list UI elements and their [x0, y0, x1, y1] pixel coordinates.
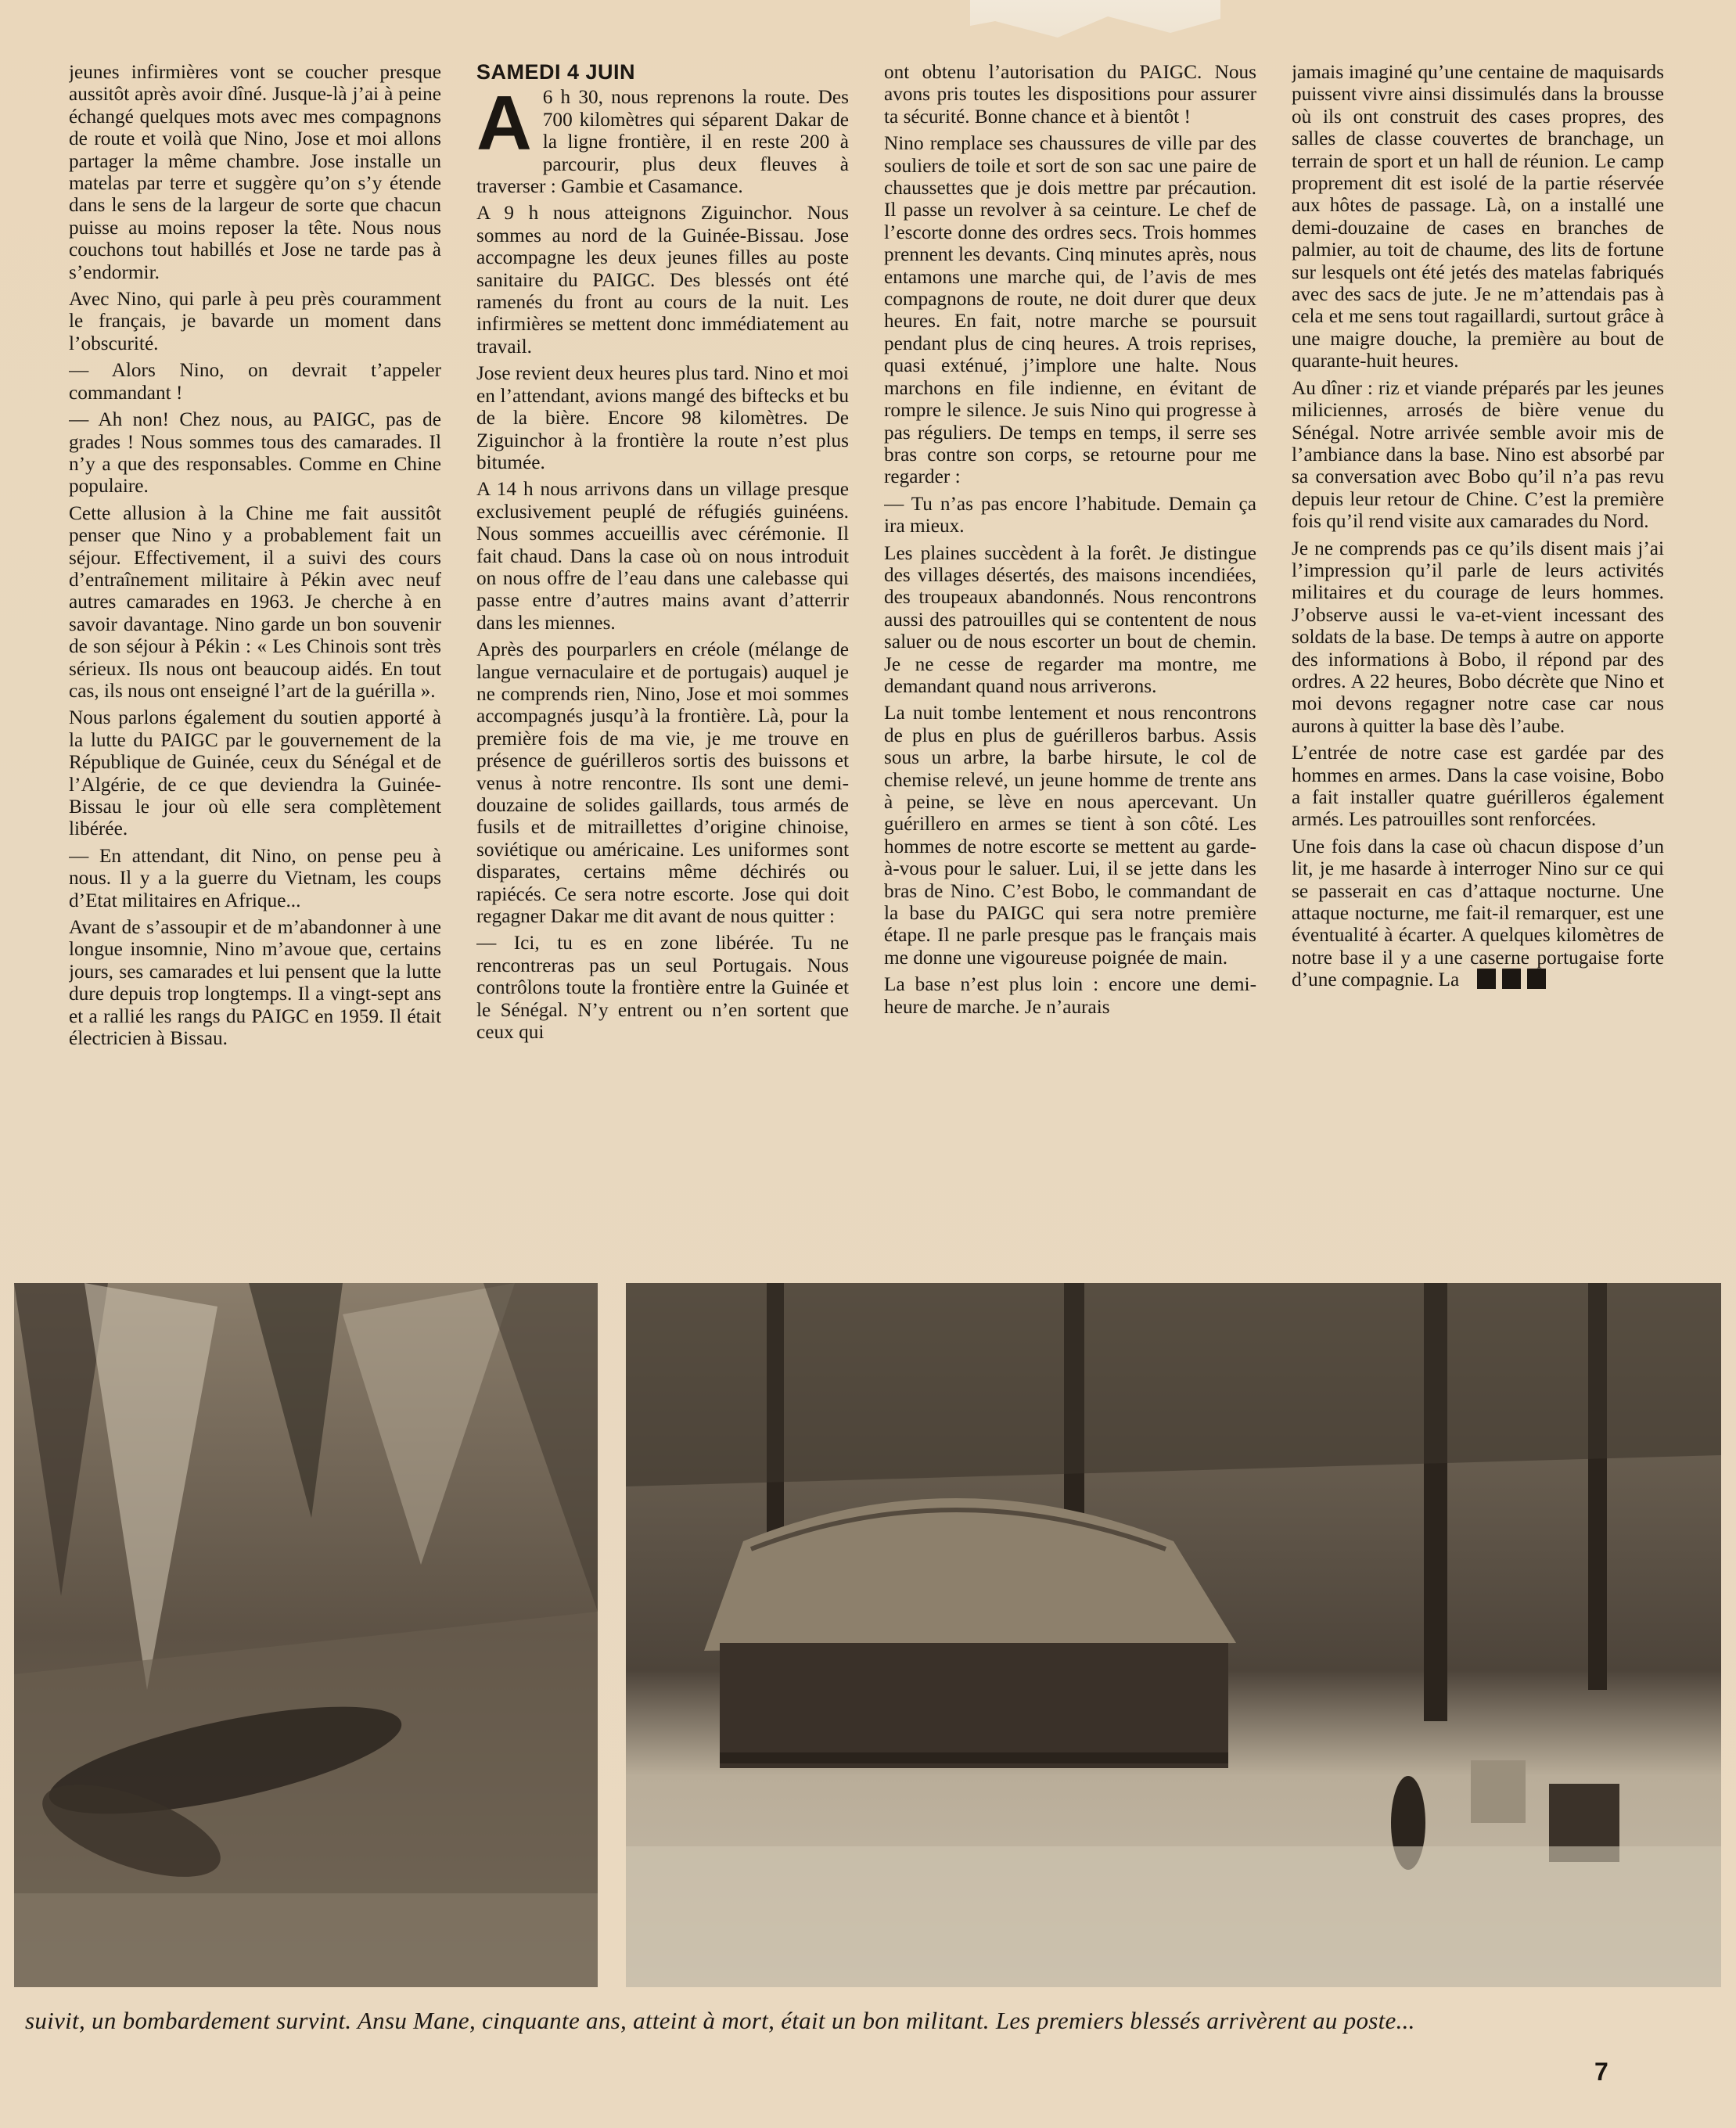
- paragraph: [476, 80, 849, 198]
- paragraph: ont obtenu l’autorisation du PAIGC. Nous avons pris toutes les dispositions pour assurer ta sécurité. Bonne chance et à bientôt !: [884, 61, 1256, 128]
- paragraph: Nino remplace ses chaussures de ville par des souliers de toile et sort de son sac une paire de chaussettes que je dois mettre par précaution. Il passe un revolver à sa ceinture. Le chef de l’escorte donne des ordres secs. Trois hommes prennent les devants. Cinq minutes après, nous entamons une marche qui, de l’avis de mes compagnons de route, ne doit durer que deux heures. En fait, notre marche se poursuit pendant plus de cinq heures. A trois reprises, quasi exténué, j’implore une halte. Nous marchons en file indienne, en évitant de rompre le silence. Je suis Nino qui progresse à pas réguliers. De temps en temps, il serre ses bras contre son corps, se retourne pour me regarder :: [884, 132, 1256, 488]
- paragraph: La nuit tombe lentement et nous rencontrons de plus en plus de guérilleros barbus. Assis sous un arbre, la barbe hirsute, le col de chemise relevé, un jeune homme de trente ans à peine, se lève en nous apercevant. Un guérillero en armes se tient à son côté. Les hommes de notre escorte se mettent au garde-à-vous pour le saluer. Lui, il se jette dans les bras de Nino. C’est Bobo, le commandant de la base du PAIGC qui sera notre première étape. Il ne parle presque pas le français mais me donne une vigoureuse poignée de main.: [884, 702, 1256, 969]
- paragraph: Les plaines succèdent à la forêt. Je distingue des villages désertés, des maisons incendiées, des troupeaux abandonnés. Nous rencontrons aussi des patrouilles qui se contentent de nous saluer ou de nous escorter un bout de chemin. Je ne cesse de regarder ma montre, me demandant quand nous arriverons.: [884, 541, 1256, 697]
- camp-hut-photo: [626, 1283, 1721, 1987]
- paragraph-text: Une fois dans la case où chacun dispose d’un lit, je me hasarde à interroger Nino sur ce qui se passerait en cas d’attaque nocturne. Une attaque nocturne, me fait-il remarquer, est une éventualité à écarter. A quelques kilomètres de notre base il y a une caserne portugaise forte d’une compagnie. La: [1292, 835, 1664, 991]
- paragraph: Au dîner : riz et viande préparés par les jeunes miliciennes, arrosés de bière venue du Sénégal. Notre arrivée semble avoir mis de l’ambiance dans la base. Nino est absorbé par sa conversation avec Bobo qu’il n’a pas revu depuis leur retour de Chine. C’est la première fois qu’il rend visite aux camarades du Nord.: [1292, 376, 1664, 533]
- paragraph: — Alors Nino, on devrait t’appeler commandant !: [69, 359, 441, 404]
- paragraph: A 9 h nous atteignons Ziguinchor. Nous sommes au nord de la Guinée-Bissau. Jose accompagne les deux jeunes filles au poste sanitaire du PAIGC. Des blessés ont été ramenés du front au cours de la nuit. Les infirmières se mettent donc immédiatement au travail.: [476, 202, 849, 358]
- paragraph: Cette allusion à la Chine me fait aussitôt penser que Nino y a probablement fait un séjour. Effectivement, il a suivi des cours d’entraînement militaire à Pékin avec neuf autres camarades en 1963. Je cherche à en savoir davantage. Nino garde un bon souvenir de son séjour à Pékin : « Les Chinois sont très sérieux. Ils nous ont beaucoup aidés. En tout cas, ils nous ont enseigné l’art de la guérilla ».: [69, 501, 441, 702]
- column-1: [69, 61, 441, 1250]
- continued-marker-icon: [1471, 969, 1546, 994]
- paragraph: jamais imaginé qu’une centaine de maquisards puissent vivre ainsi dissimulés dans la brousse où ils ont construit des cases propres, des salles de classe couvertes de branchage, un terrain de sport et un hall de réunion. Le camp proprement dit est isolé de la partie réservée aux hôtes de passage. Là, on a installé une demi-douzaine de cases en branches de palmier, au toit de chaume, des lits de fortune sur lesquels ont été jetés des matelas fabriqués avec des sacs de jute. Je ne m’attendais pas à cela et me sens tout ragaillardi, surtout grâce à une maigre douche, la première au bout de quarante-huit heures.: [1292, 61, 1664, 372]
- paragraph: Avant de s’assoupir et de m’abandonner à une longue insomnie, Nino m’avoue que, certains jours, ses camarades et lui pensent que la lutte dure depuis trop longtemps. Il a vingt-sept ans et a rallié les rangs du PAIGC en 1959. Il était électricien à Bissau.: [69, 916, 441, 1050]
- photo-fallen-militant: [14, 1283, 598, 1987]
- paragraph-text: 6 h 30, nous reprenons la route. Des 700 kilomètres qui séparent Dakar de la ligne frontière, il en reste 200 à parcourir, plus deux fleuves à traverser : Gambie et Casamance.: [476, 86, 849, 198]
- paragraph: Je ne comprends pas ce qu’ils disent mais j’ai l’impression qu’il parle de leurs activités militaires et du courage de leurs hommes. J’observe aussi le va-et-vient incessant des soldats de la base. De temps à autre on apporte des informations à Bobo, il répond par des ordres. A 22 heures, Bobo décrète que Nino et moi devons regagner notre case car nous aurons à quitter la base dès l’aube.: [1292, 537, 1664, 737]
- column-3: [884, 61, 1256, 1250]
- paragraph: jeunes infirmières vont se coucher presque aussitôt après avoir dîné. Jusque-là j’ai à peine échangé quelques mots avec mes compagnons de route et voilà que Nino, Jose et moi allons partager la même chambre. Jose installe un matelas par terre et suggère qu’on s’y étende dans le sens de la largeur de sorte que chacun puisse au moins reposer la tête. Nous nous couchons tout habillés et Jose ne tarde pas à s’endormir.: [69, 61, 441, 283]
- paragraph: Nous parlons également du soutien apporté à la lutte du PAIGC par le gouvernement de la République de Guinée, ceux du Sénégal et de l’Algérie, de ce que deviendra la Guinée-Bissau le jour où elle sera complètement libérée.: [69, 706, 441, 840]
- paragraph: A 14 h nous arrivons dans un village presque exclusivement peuplé de réfugiés guinéens. Nous sommes accueillis avec cérémonie. Il fait chaud. Dans la case où on nous introduit on nous offre de l’eau dans une calebasse qui passe entre d’autres mains avant d’atterrir dans les miennes.: [476, 478, 849, 634]
- drop-cap: A: [476, 80, 532, 167]
- article-columns: [69, 61, 1704, 1250]
- paragraph: — Tu n’as pas encore l’habitude. Demain ça ira mieux.: [884, 492, 1256, 537]
- column-2: [476, 61, 849, 1250]
- paragraph: — Ici, tu es en zone libérée. Tu ne rencontreras pas un seul Portugais. Nous contrôlons toute la frontière entre la Guinée et le Sénégal. N’y entrent ou n’en sortent que ceux qui: [476, 932, 849, 1044]
- paragraph: — Ah non! Chez nous, au PAIGC, pas de grades ! Nous sommes tous des camarades. Il n’y a que des responsables. Comme en Chine populaire.: [69, 408, 441, 498]
- paragraph: [1292, 836, 1664, 994]
- paragraph: Jose revient deux heures plus tard. Nino et moi en l’attendant, avions mangé des biftecks et bu de la bière. Encore 98 kilomètres. De Ziguinchor à la frontière la route n’est plus bitumée.: [476, 362, 849, 473]
- page-number: 7: [1594, 2058, 1608, 2086]
- section-date-heading: SAMEDI 4 JUIN: [476, 61, 636, 84]
- torn-edge: [970, 0, 1220, 47]
- paragraph: La base n’est plus loin : encore une demi-heure de marche. Je n’aurais: [884, 973, 1256, 1018]
- paragraph: — En attendant, dit Nino, on pense peu à nous. Il y a la guerre du Vietnam, les coups d’Etat militaires en Afrique...: [69, 844, 441, 911]
- photo-caption: suivit, un bombardement survint. Ansu Mane, cinquante ans, atteint à mort, était un bon militant. Les premiers blessés arrivèrent au poste...: [25, 2007, 1415, 2034]
- column-4: [1292, 61, 1664, 1250]
- paragraph: Après des pourparlers en créole (mélange de langue vernaculaire et de portugais) auquel je ne comprends rien, Nino, Jose et moi sommes accompagnés jusqu’à la frontière. Là, pour la première fois de ma vie, je me trouve en présence de guérilleros sortis des buissons et venus à notre rencontre. Ils sont une demi-douzaine de solides gaillards, tous armés de fusils et de mitraillettes d’origine chinoise, soviétique ou américaine. Les uniformes sont disparates, certains même déchirés ou rapiécés. Ce sera notre escorte. Jose qui doit regagner Dakar me dit avant de nous quitter :: [476, 638, 849, 928]
- paragraph: L’entrée de notre case est gardée par des hommes en armes. Dans la case voisine, Bobo a fait installer quatre guérilleros également armés. Les patrouilles sont renforcées.: [1292, 742, 1664, 831]
- jungle-ground-photo: [14, 1283, 598, 1987]
- paragraph: Avec Nino, qui parle à peu près couramment le français, je bavarde un moment dans l’obscurité.: [69, 288, 441, 354]
- photo-camp-hut: [626, 1283, 1721, 1987]
